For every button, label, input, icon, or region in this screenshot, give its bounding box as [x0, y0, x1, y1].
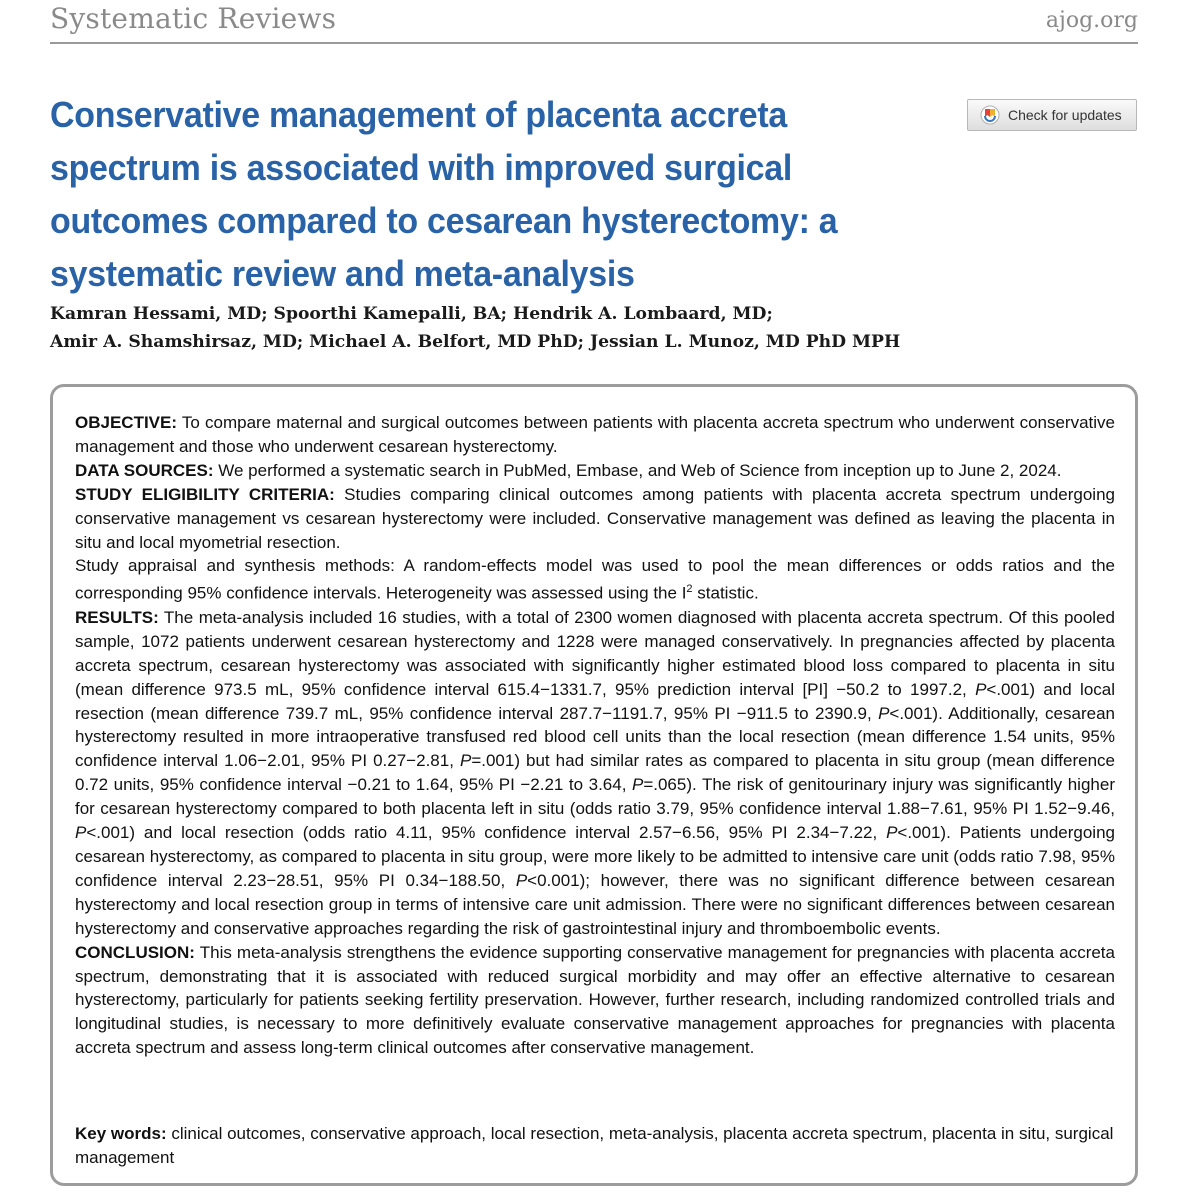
p-value-symbol: P	[631, 775, 644, 795]
keywords-text: clinical outcomes, conservative approach, local resection, meta-analysis, placenta accreta spectrum, placenta in situ, surgical management	[75, 1124, 1114, 1167]
conclusion-text: This meta-analysis strengthens the evidence supporting conservative management for pregnancies with placenta accreta spectrum, demonstrating that it is associated with reduced surgical morbidity and may offer an effective alternative to cesarean hysterectomy, particularly for patients seeking fertility preservation. However, further research, including randomized controlled trials and longitudinal studies, is necessary to more definitively evaluate conservative management approaches for pregnancies with placenta accreta spectrum and assess long-term clinical outcomes after conservative management.	[75, 942, 1115, 1058]
article-title: Conservative management of placenta accreta spectrum is associated with improved surgical outcomes compared to cesarean hysterectomy: a systematic review and meta-analysis	[50, 94, 838, 294]
journal-url[interactable]: ajog.org	[1045, 8, 1138, 33]
conclusion-label: CONCLUSION:	[75, 942, 195, 962]
abstract-box	[50, 384, 1138, 1186]
data-sources-text: We performed a systematic search in PubMed, Embase, and Web of Science from inception up to June 2, 2024.	[213, 460, 1062, 480]
results-text: <.001) and local resection (mean difference 739.7 mL, 95% confidence interval 287.7−1191.7, 95% PI −911.5 to 2390.9,	[75, 679, 1116, 723]
p-value-symbol: P	[878, 703, 890, 723]
p-value-symbol: P	[75, 823, 87, 843]
keywords-label: Key words:	[75, 1124, 167, 1143]
results-paragraph	[75, 606, 1115, 941]
eligibility-paragraph	[75, 483, 1115, 555]
section-label: Systematic Reviews	[50, 2, 337, 35]
data-sources-paragraph	[75, 459, 1115, 483]
results-text: =.001) but had similar rates as compared to placenta in situ group (mean difference 0.72 units, 95% confidence interval −0.21 to 1.64, 95% PI −2.21 to 3.64,	[75, 751, 1115, 795]
conclusion-paragraph	[75, 941, 1115, 1061]
appraisal-text: Study appraisal and synthesis methods: A random-effects model was used to pool the mean differences or odds ratios and the corresponding 95% confidence intervals. Heterogeneity was assessed using the I	[75, 556, 1115, 603]
results-text: <.001) and local resection (odds ratio 4.11, 95% confidence interval 2.57−6.56, 95% PI 2.34−7.22,	[86, 823, 887, 843]
results-label: RESULTS:	[75, 607, 159, 627]
authors-line-1: Kamran Hessami, MD; Spoorthi Kamepalli, BA; Hendrik A. Lombaard, MD;	[50, 304, 773, 324]
p-value-symbol: P	[459, 751, 472, 771]
results-text: The meta-analysis included 16 studies, with a total of 2300 women diagnosed with placenta accreta spectrum. Of this pooled sample, 1072 patients underwent cesarean hysterectomy and 1228 were managed conservatively. In pregnancies affected by placenta accreta spectrum, cesarean hysterectomy was associated with significantly higher estimated blood loss compared to placenta in situ (mean difference 973.5 mL, 95% confidence interval 615.4−1331.7, 95% prediction interval [PI] −50.2 to 1997.2,	[75, 607, 1115, 699]
objective-text: To compare maternal and surgical outcomes between patients with placenta accreta spectrum who underwent conservative management and those who underwent cesarean hysterectomy.	[75, 413, 1115, 456]
appraisal-text-end: statistic.	[692, 584, 759, 603]
crossmark-icon	[980, 105, 1000, 125]
p-value-symbol: P	[975, 679, 987, 699]
check-for-updates-label: Check for updates	[1008, 107, 1122, 123]
check-for-updates-button[interactable]	[967, 99, 1137, 131]
authors-line-2: Amir A. Shamshirsaz, MD; Michael A. Belfort, MD PhD; Jessian L. Munoz, MD PhD MPH	[50, 332, 901, 352]
keywords	[75, 1122, 1115, 1170]
eligibility-label: STUDY ELIGIBILITY CRITERIA:	[75, 484, 335, 504]
abstract-text	[75, 411, 1115, 1060]
p-value-symbol: P	[515, 870, 528, 890]
appraisal-paragraph	[75, 554, 1115, 605]
results-text: <.001). Additionally, cesarean hysterectomy resulted in more intraoperative transfused red blood cell units than the local resection (mean difference 1.54 units, 95% confidence interval 1.06−2.01, 95% PI 0.27−2.81,	[75, 703, 1115, 771]
eligibility-text: Studies comparing clinical outcomes among patients with placenta accreta spectrum undergoing conservative management vs cesarean hysterectomy were included. Conservative management was defined as leaving the placenta in situ and local myometrial resection.	[75, 484, 1115, 552]
objective-label: OBJECTIVE:	[75, 413, 178, 432]
p-value-symbol: P	[886, 823, 898, 843]
page-header	[50, 0, 1138, 44]
appraisal-superscript: 2	[686, 583, 693, 596]
results-text: <.001). Patients undergoing cesarean hysterectomy, as compared to placenta in situ group, were more likely to be admitted to intensive care unit (odds ratio 7.98, 95% confidence interval 2.23−28.51, 95% PI 0.34−188.50,	[75, 823, 1115, 890]
results-text: =.065). The risk of genitourinary injury was significantly higher for cesarean hysterectomy compared to both placenta left in situ (odds ratio 3.79, 95% confidence interval 1.88−7.61, 95% PI 1.52−9.46,	[75, 775, 1115, 819]
results-text: <0.001); however, there was no significant difference between cesarean hysterectomy and local resection group in terms of intensive care unit admission. There were no significant differences between cesarean hysterectomy and conservative approaches regarding the risk of gastrointestinal injury and thromboembolic events.	[75, 870, 1115, 938]
objective-paragraph	[75, 411, 1115, 459]
author-list	[50, 300, 1050, 356]
data-sources-label: DATA SOURCES:	[75, 460, 214, 480]
